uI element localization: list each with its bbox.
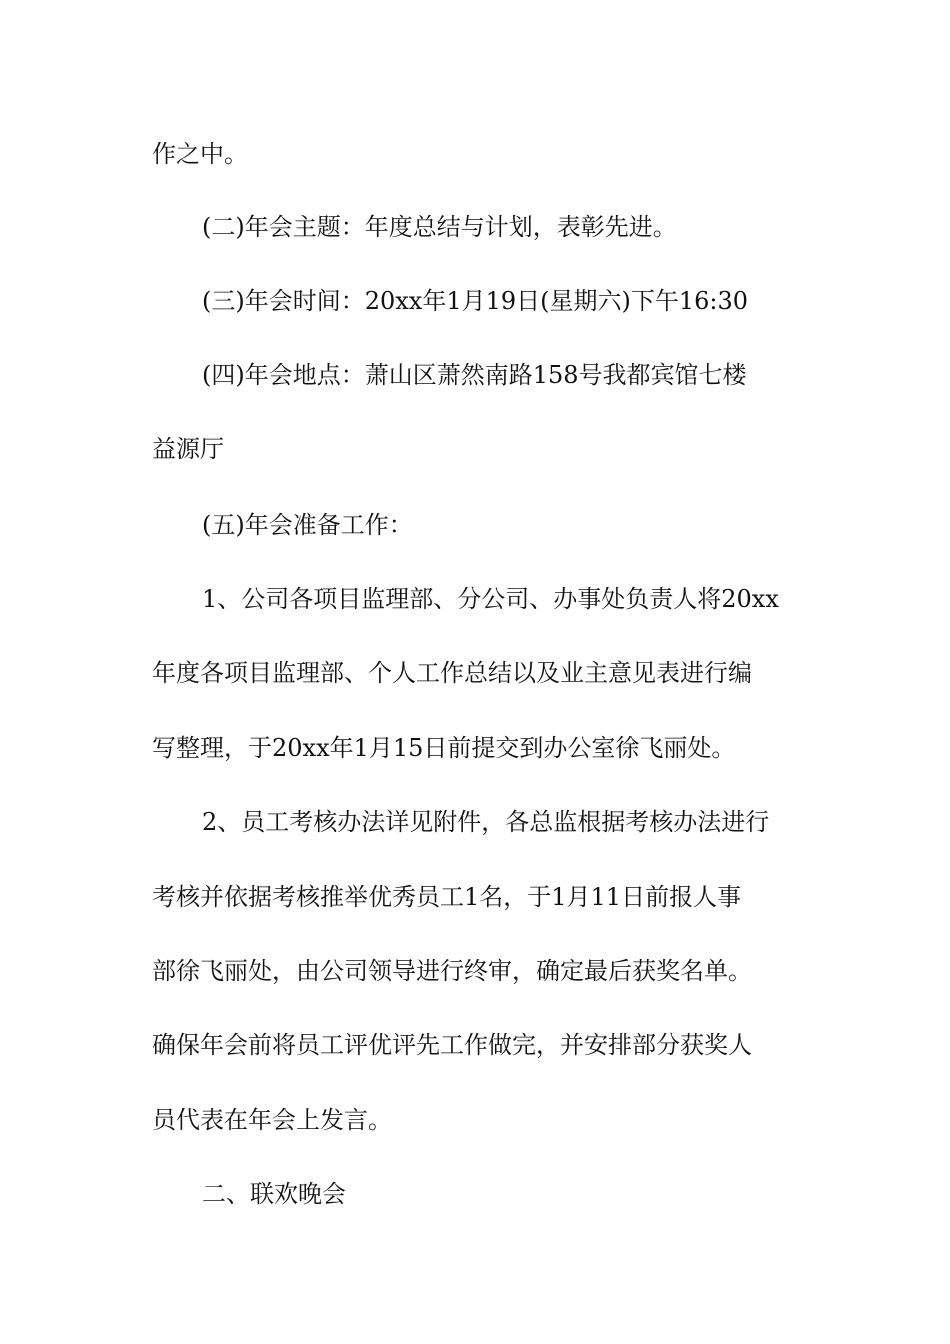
paragraph-continuation: 作之中。 — [152, 140, 248, 168]
preparation-item-1-cont-2: 写整理，于20xx年1月15日前提交到办公室徐飞丽处。 — [152, 734, 736, 762]
preparation-item-2-cont-3: 确保年会前将员工评优评先工作做完，并安排部分获奖人 — [152, 1031, 752, 1059]
meeting-time-line: (三)年会时间：20xx年1月19日(星期六)下午16:30 — [202, 287, 749, 315]
preparation-item-2: 2、员工考核办法详见附件，各总监根据考核办法进行 — [202, 808, 770, 836]
preparation-item-2-cont-4: 员代表在年会上发言。 — [152, 1106, 392, 1134]
meeting-location-line: (四)年会地点：萧山区萧然南路158号我都宾馆七楼 — [202, 361, 747, 389]
section-heading-party: 二、联欢晚会 — [202, 1180, 346, 1208]
preparation-heading: (五)年会准备工作： — [202, 511, 413, 539]
meeting-location-line-2: 益源厅 — [152, 435, 224, 463]
meeting-theme-line: (二)年会主题：年度总结与计划，表彰先进。 — [202, 213, 677, 241]
preparation-item-1-cont: 年度各项目监理部、个人工作总结以及业主意见表进行编 — [152, 659, 752, 687]
preparation-item-1: 1、公司各项目监理部、分公司、办事处负责人将20xx — [202, 585, 779, 613]
preparation-item-2-cont: 考核并依据考核推举优秀员工1名，于1月11日前报人事 — [152, 883, 742, 911]
preparation-item-2-cont-2: 部徐飞丽处，由公司领导进行终审，确定最后获奖名单。 — [152, 957, 752, 985]
